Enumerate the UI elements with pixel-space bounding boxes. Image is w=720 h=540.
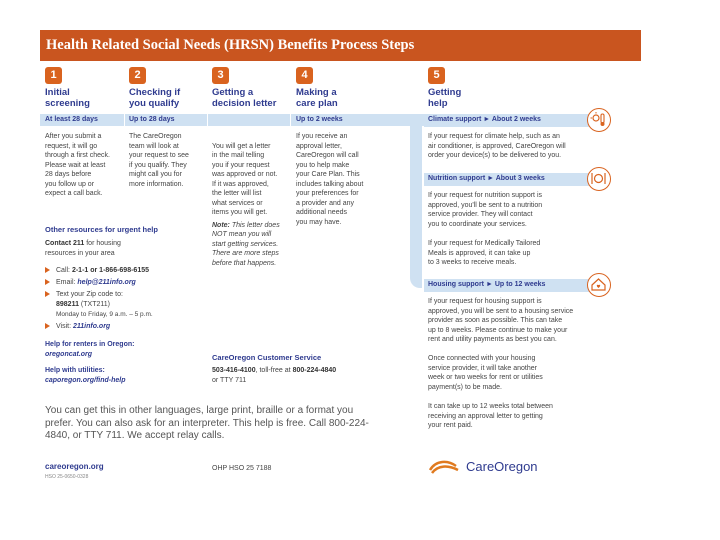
tollfree-label: , toll-free at <box>255 367 293 374</box>
thermometer-sun-icon <box>587 108 611 132</box>
contact-211-bold: Contact 211 <box>45 240 85 247</box>
nutrition-support-name: Nutrition support <box>428 175 486 182</box>
utilities-title: Help with utilities: <box>45 367 105 374</box>
bullet-arrow-icon <box>45 267 50 273</box>
step-2 <box>129 67 180 109</box>
email-label: Email: <box>56 279 78 286</box>
step-3-description <box>212 132 292 278</box>
step-1 <box>45 67 90 109</box>
step-number: 5 <box>428 67 445 84</box>
renters-link[interactable]: oregoncat.org <box>45 351 93 358</box>
housing-support-text-3: It can take up to 12 weeks total between receiving an approval letter to getting your rent paid. <box>428 403 553 429</box>
email-row <box>45 278 210 288</box>
step-5 <box>428 67 461 109</box>
climate-support-text: If your request for climate help, such as an air conditioner, is approved, CareOregon will order your device(s) to be delivered to you. <box>428 133 566 159</box>
step-1-description: After you submit a request, it will go through a first check. Please wait at least 28 days before you follow up or expect a call back. <box>45 133 110 197</box>
bullet-arrow-icon <box>45 279 50 285</box>
nutrition-support-text-2: If your request for Medically Tailored Meals is approved, it can take up to 3 weeks to receive meals. <box>428 240 541 266</box>
step-3-text: You will get a letter in the mail telling you if your request was approved or not. If it was approved, the letter will list what services or items you will get. <box>212 142 278 216</box>
step-number: 3 <box>212 67 229 84</box>
climate-support-header: Climate support ► About 2 weeks <box>428 116 541 123</box>
nutrition-support-time: About 3 weeks <box>495 175 545 182</box>
contact-211 <box>45 239 205 258</box>
careoregon-logo <box>428 457 548 477</box>
timeframe-bar-3 <box>208 114 290 126</box>
visit-link[interactable]: 211info.org <box>73 323 111 330</box>
timeframe-label: Up to 2 weeks <box>296 116 343 123</box>
phone-number[interactable]: 503-416-4100 <box>212 367 256 374</box>
call-row <box>45 266 210 276</box>
text-label: Text your Zip code to: <box>56 291 123 298</box>
careoregon-logo-icon <box>428 458 462 476</box>
contact-211-rest: for housing resources in your area <box>45 240 121 257</box>
call-value: 2-1-1 or 1-866-698-6155 <box>71 267 150 274</box>
careoregon-logo-text: CareOregon <box>466 459 538 474</box>
housing-support-text-2: Once connected with your housing service provider, it will take another week or two weeks for rent or utilities payment(s) to be made. <box>428 355 543 391</box>
customer-service-tty: or TTY 711 <box>212 377 247 384</box>
customer-service-phone <box>212 366 412 376</box>
urgent-help-title: Other resources for urgent help <box>45 225 158 234</box>
housing-support-time: Up to 12 weeks <box>494 281 546 288</box>
document-page <box>40 30 641 488</box>
document-code: HSO 25-0650-0328 <box>45 474 89 480</box>
text-row <box>45 290 210 300</box>
step-4 <box>296 67 338 109</box>
flow-connector <box>406 114 424 126</box>
step-3-note <box>212 221 292 269</box>
step-number: 2 <box>129 67 146 84</box>
step-title: Getting a decision letter <box>212 87 277 109</box>
step-number: 4 <box>296 67 313 84</box>
bullet-arrow-icon <box>45 291 50 297</box>
language-notice: You can get this in other languages, large print, braille or a format you prefer. You can also ask for an interpreter. This help is free. Call 800-224-4840, or TTY 711. We accept relay calls. <box>45 405 369 441</box>
customer-service-title: CareOregon Customer Service <box>212 353 322 362</box>
visit-label: Visit: <box>56 323 73 330</box>
bullet-arrow-icon <box>45 323 50 329</box>
visit-row <box>45 322 210 332</box>
website-link[interactable]: careoregon.org <box>45 462 104 471</box>
note-label: Note: <box>212 221 230 229</box>
step-title: Making a care plan <box>296 87 338 109</box>
housing-support-header: Housing support ► Up to 12 weeks <box>428 281 546 288</box>
climate-support-name: Climate support <box>428 116 482 123</box>
text-value: 898211 <box>56 301 79 308</box>
nutrition-support-text: If your request for nutrition support is approved, you'll be sent to a nutrition service provider. They will contact you to coordinate your services. <box>428 192 543 228</box>
header-banner <box>40 30 641 61</box>
step-4-description: If you receive an approval letter, CareOregon will call you to help make your Care Plan. This includes talking about your preferences for a provider and any additional needs you may have. <box>296 133 364 226</box>
email-link[interactable]: help@211info.org <box>77 279 136 286</box>
step-title: Initial screening <box>45 87 90 109</box>
housing-support-name: Housing support <box>428 281 484 288</box>
page-title: Health Related Social Needs (HRSN) Benefits Process Steps <box>46 37 415 53</box>
plate-utensils-icon <box>587 167 611 191</box>
hours: Monday to Friday, 9 a.m. – 5 p.m. <box>56 311 153 318</box>
step-title: Checking if you qualify <box>129 87 181 109</box>
note-text: This letter does NOT mean you will start getting services. There are more steps before that happens. <box>212 221 280 267</box>
step-3 <box>212 67 276 109</box>
step-title: Getting help <box>428 87 462 109</box>
house-heart-icon <box>587 273 611 297</box>
timeframe-label: At least 28 days <box>45 116 98 123</box>
step-2-description: The CareOregon team will look at your request to see if you qualify. They might call you for more information. <box>129 133 189 188</box>
text-alt: (TXT211) <box>78 301 110 308</box>
tollfree-number[interactable]: 800-224-4840 <box>292 367 337 374</box>
flow-connector-vertical <box>410 126 422 288</box>
text-value-row <box>56 300 216 310</box>
nutrition-support-header: Nutrition support ► About 3 weeks <box>428 175 545 182</box>
step-number: 1 <box>45 67 62 84</box>
ohp-code: OHP HSO 25 7188 <box>212 465 272 472</box>
renters-title: Help for renters in Oregon: <box>45 341 135 348</box>
timeframe-label: Up to 28 days <box>129 116 175 123</box>
utilities-link[interactable]: caporegon.org/find-help <box>45 377 126 384</box>
climate-support-time: About 2 weeks <box>491 116 541 123</box>
housing-support-text: If your request for housing support is approved, you will be sent to a housing service provider as soon as possible. This can take up to 8 weeks. Please continue to make your rent and utility payments as best you can. <box>428 298 574 343</box>
call-label: Call: <box>56 267 72 274</box>
